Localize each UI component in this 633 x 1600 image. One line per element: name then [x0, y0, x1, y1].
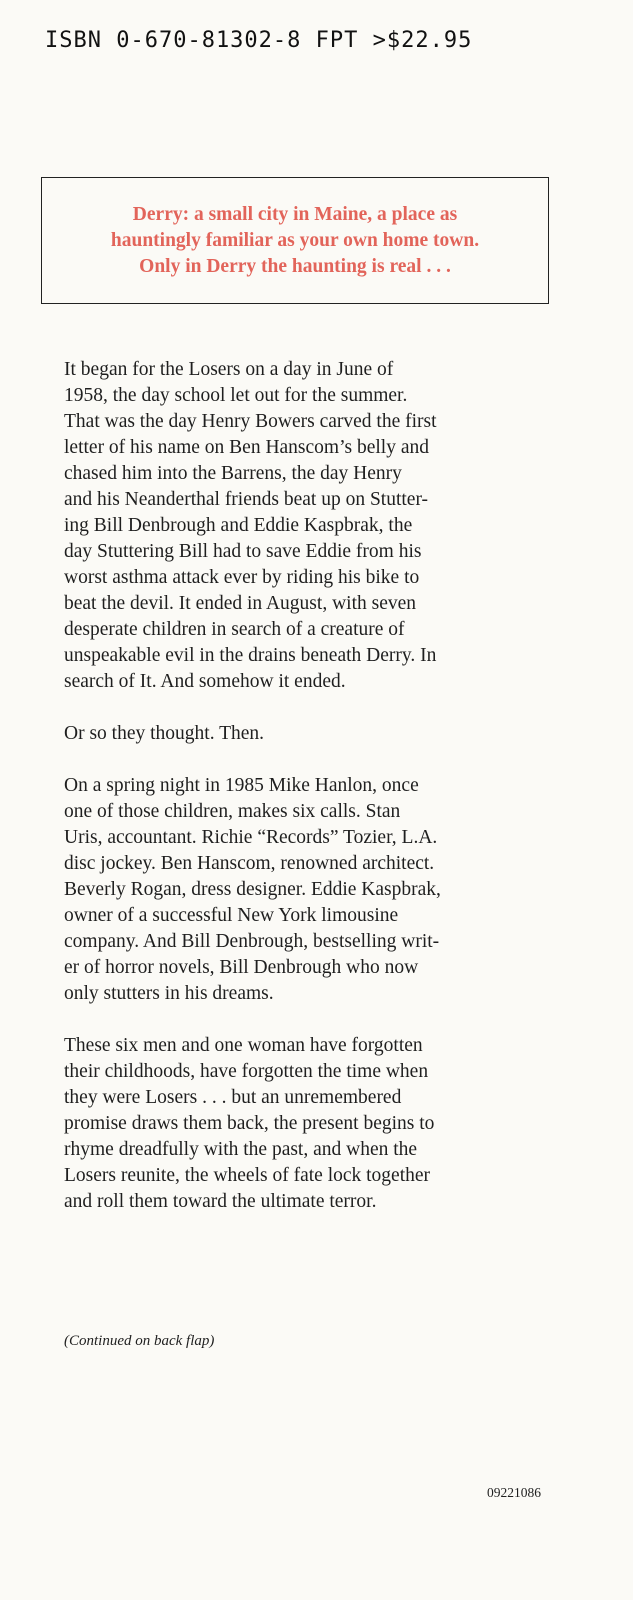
text-line: owner of a successful New York limousine	[64, 905, 399, 926]
text-line: rhyme dreadfully with the past, and when the	[64, 1139, 418, 1160]
text-line: On a spring night in 1985 Mike Hanlon, once	[64, 775, 419, 796]
flap-copy	[64, 357, 554, 1241]
text-line: letter of his name on Ben Hanscom’s belly and	[64, 437, 429, 458]
text-line: Losers reunite, the wheels of fate lock together	[64, 1165, 431, 1186]
tagline-line: Only in Derry the haunting is real . . .	[139, 256, 451, 277]
catalog-code: 09221086	[487, 1485, 541, 1500]
text-line: search of It. And somehow it ended.	[64, 671, 346, 692]
text-line: chased him into the Barrens, the day Henry	[64, 463, 402, 484]
text-line: and his Neanderthal friends beat up on Stutter-	[64, 489, 429, 510]
text-line: It began for the Losers on a day in June of	[64, 359, 394, 380]
text-line: Beverly Rogan, dress designer. Eddie Kaspbrak,	[64, 879, 441, 900]
text-line: 1958, the day school let out for the summer.	[64, 385, 408, 406]
text-line: beat the devil. It ended in August, with seven	[64, 593, 417, 614]
text-line: and roll them toward the ultimate terror.	[64, 1191, 377, 1212]
text-line: worst asthma attack ever by riding his bike to	[64, 567, 420, 588]
text-line: day Stuttering Bill had to save Eddie from his	[64, 541, 422, 562]
text-line: ing Bill Denbrough and Eddie Kaspbrak, the	[64, 515, 413, 536]
text-line: desperate children in search of a creature of	[64, 619, 405, 640]
paragraph-4	[64, 1033, 554, 1215]
tagline-line: hauntingly familiar as your own home town.	[110, 230, 480, 251]
paragraph-2	[64, 721, 554, 747]
text-line: er of horror novels, Bill Denbrough who now	[64, 957, 419, 978]
tagline-box	[41, 177, 549, 304]
text-line: only stutters in his dreams.	[64, 983, 274, 1004]
text-line: unspeakable evil in the drains beneath Derry. In	[64, 645, 437, 666]
paragraph-1	[64, 357, 554, 695]
text-line: company. And Bill Denbrough, bestselling writ-	[64, 931, 440, 952]
text-line: disc jockey. Ben Hanscom, renowned architect.	[64, 853, 435, 874]
text-line: Or so they thought. Then.	[64, 723, 265, 744]
text-line: These six men and one woman have forgotten	[64, 1035, 423, 1056]
text-line: one of those children, makes six calls. Stan	[64, 801, 401, 822]
paragraph-3	[64, 773, 554, 1007]
text-line: promise draws them back, the present begins to	[64, 1113, 435, 1134]
text-line: Uris, accountant. Richie “Records” Tozier, L.A.	[64, 827, 438, 848]
text-line: their childhoods, have forgotten the time when	[64, 1061, 429, 1082]
text-line: That was the day Henry Bowers carved the first	[64, 411, 437, 432]
continued-note: (Continued on back flap)	[64, 1333, 215, 1349]
text-line: they were Losers . . . but an unremembered	[64, 1087, 402, 1108]
isbn-price-line: ISBN 0-670-81302-8 FPT >$22.95	[45, 28, 473, 53]
tagline-line: Derry: a small city in Maine, a place as	[132, 204, 458, 225]
